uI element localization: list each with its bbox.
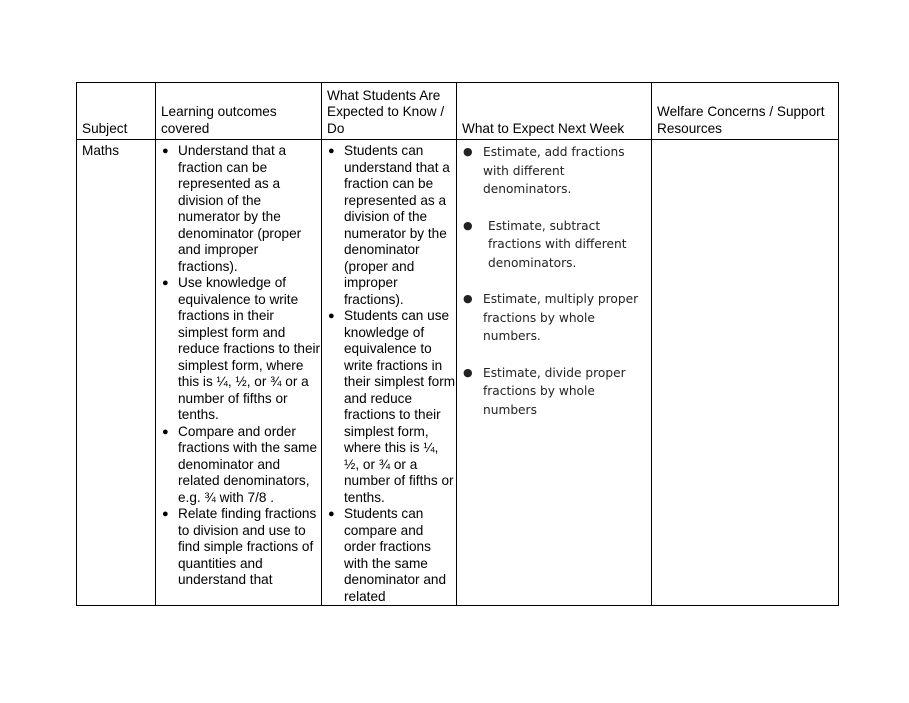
header-next-week: What to Expect Next Week bbox=[457, 83, 652, 140]
bullet-icon: ● bbox=[328, 508, 335, 520]
list-item: ● Compare and order fractions with the same denominator and related denominators, e.g. ¾ with 7/8 . bbox=[162, 423, 318, 505]
weekly-planner-table bbox=[76, 82, 839, 606]
list-item: ● Understand that a fraction can be represented as a division of the numerator by the denominator (proper and improper fractions). bbox=[162, 143, 302, 274]
bullet-icon: ● bbox=[328, 310, 335, 322]
next-week-cell bbox=[457, 140, 652, 606]
list-item: ● Estimate, multiply proper fractions by whole numbers. bbox=[463, 292, 639, 343]
header-learning-outcomes: Learning outcomes covered bbox=[156, 83, 322, 140]
list-item: ● Students can compare and order fractions with the same denominator and related bbox=[328, 506, 447, 604]
header-row bbox=[77, 83, 839, 140]
learning-outcomes-cell bbox=[156, 140, 322, 606]
bullet-icon: ● bbox=[162, 508, 169, 520]
bullet-icon: ● bbox=[463, 145, 473, 158]
expected-list bbox=[327, 143, 456, 605]
header-expected: What Students Are Expected to Know / Do bbox=[322, 83, 457, 140]
bullet-icon: ● bbox=[162, 145, 169, 157]
expected-cell bbox=[322, 140, 457, 606]
list-item: ● Estimate, add fractions with different denominators. bbox=[463, 145, 625, 196]
bullet-icon: ● bbox=[463, 292, 473, 305]
header-subject: Subject bbox=[77, 83, 156, 140]
planner-sheet bbox=[76, 82, 839, 606]
bullet-icon: ● bbox=[463, 365, 473, 379]
bullet-icon: ● bbox=[162, 277, 169, 289]
list-item: ● Relate finding fractions to division and use to find simple fractions of quantities and understand that bbox=[162, 506, 317, 587]
subject-value: Maths bbox=[82, 143, 120, 158]
list-item: ● Estimate, divide proper fractions by whole numbers bbox=[463, 365, 626, 417]
header-welfare: Welfare Concerns / Support Resources bbox=[652, 83, 839, 140]
list-item: ● Students can understand that a fraction can be represented as a division of the numerator by the denominator (proper and improper fractions). bbox=[328, 143, 450, 307]
list-item: ● Use knowledge of equivalence to write fractions in their simplest form and reduce fractions to their simplest form, where this is ¼, ½, or ¾ or a number of fifths or tenths. bbox=[162, 275, 321, 422]
bullet-icon: ● bbox=[463, 218, 473, 232]
list-item: ● Estimate, subtract fractions with different denominators. bbox=[463, 218, 627, 270]
subject-cell bbox=[77, 140, 156, 606]
welfare-cell bbox=[652, 140, 839, 606]
next-week-list bbox=[462, 143, 651, 419]
learning-outcomes-list bbox=[161, 143, 321, 589]
bullet-icon: ● bbox=[328, 145, 335, 157]
list-item: ● Students can use knowledge of equivalence to write fractions in their simplest form and reduce fractions to their simplest form, where this is ¼, ½, or ¾ or a number of fifths or tenths. bbox=[328, 308, 456, 505]
table-row bbox=[77, 140, 839, 606]
bullet-icon: ● bbox=[162, 425, 169, 438]
